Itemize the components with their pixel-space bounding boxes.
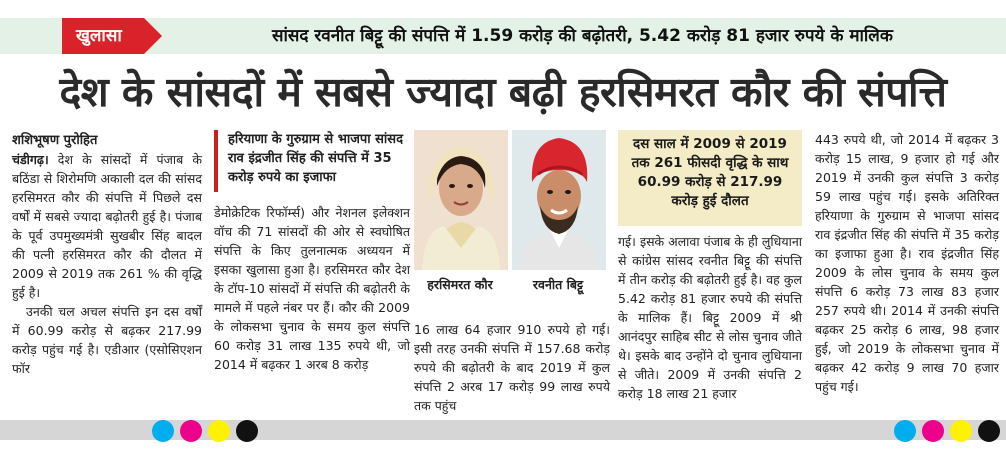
column-5: 443 रुपये थी, जो 2014 में बढ़कर 3 करोड़ 15 लाख, 9 हजार हो गई और 2019 में उनकी कुल संपत्ति 3 करोड़ 59 लाख पहुंच गई। इसके अतिरिक्त हरियाणा के गुरुग्राम से भाजपा सांसद राव इंद्रजीत सिंह की संपत्ति में 35 करोड़ का इजाफा हुआ है। राव इंद्रजीत सिंह 2009 के लोस चुनाव के समय कुल संपत्ति 6 करोड़ 73 लाख 83 हजार 257 रुपये थी। 2014 में उनकी संपत्ति बढ़कर 25 करोड़ 6 लाख, 98 हजार हुई, जो 2019 के लोकसभा चुनाव में बढ़कर 42 करोड़ 9 लाख 70 हजार पहुंच गई। — [815, 132, 999, 394]
magenta-registration-dot — [180, 420, 202, 442]
column-1 — [12, 150, 202, 378]
photo-caption-harsimrat: हरसिमरत कौर — [427, 277, 493, 292]
highlight-quote: हरियाणा के गुरुग्राम से भाजपा सांसद राव इंद्रजीत सिंह की संपत्ति में 35 करोड़ रुपये का इजाफा — [214, 130, 410, 192]
column-4: गई। इसके अलावा पंजाब के ही लुधियाना से कांग्रेस सांसद रवनीत बिट्टू की संपत्ति में तीन करोड़ की बढ़ोतरी हुई है। वह कुल 5.42 करोड़ 81 हजार रुपये की संपत्ति के मालिक हैं। बिट्टू 2009 में श्री आनंदपुर साहिब सीट से लोस चुनाव जीते थे। इसके बाद उन्होंने दो चुनाव लुधियाना से जीते। 2009 में उनकी संपत्ति 2 करोड़ 18 लाख 21 हजार — [618, 234, 802, 401]
registration-bar — [0, 420, 1006, 440]
yellow-registration-dot-right — [950, 420, 972, 442]
portrait-man-turban-icon — [512, 130, 606, 270]
black-registration-dot-right — [978, 420, 1000, 442]
column-3: 16 लाख 64 हजार 910 रुपये हो गई। इसी तरह उनकी संपत्ति में 157.68 करोड़ रुपये की बढ़ोतरी के बाद 2019 में कुल संपत्ति 2 अरब 17 करोड़ 99 लाख रुपये तक पहुंच — [414, 322, 610, 413]
black-registration-dot — [236, 420, 258, 442]
overline: सांसद रवनीत बिट्टू की संपत्ति में 1.59 करोड़ की बढ़ोतरी, 5.42 करोड़ 81 हजार रुपये के मालिक — [272, 26, 893, 46]
cyan-registration-dot-right — [894, 420, 916, 442]
dateline: चंडीगढ़। — [12, 152, 49, 167]
column-2: डेमोक्रेटिक रिफॉर्म्स) और नेशनल इलेक्शन वॉच की 71 सांसदों की ओर से स्वघोषित संपत्ति के किए तुलनात्मक अध्ययन में इसका खुलासा हुआ है। हरसिमरत कौर देश के टॉप-10 सांसदों में संपत्ति की बढ़ोतरी के मामले में पहले नंबर पर हैं। कौर की 2009 के लोकसभा चुनाव के समय कुल संपत्ति 60 करोड़ 31 लाख 135 रुपये थी, जो 2014 में बढ़कर 1 अरब 8 करोड़ — [214, 205, 410, 372]
cyan-registration-dot — [152, 420, 174, 442]
photo-caption-ravneet: रवनीत बिट्टू — [532, 277, 584, 292]
column-1-paragraph-2: उनकी चल अचल संपत्ति इन दस वर्षों में 60.99 करोड़ से बढ़कर 217.99 करोड़ पहुंच गई है। एडीआर (एसोसिएशन फॉर — [12, 304, 202, 376]
kicker-label: खुलासा — [62, 18, 144, 54]
yellow-registration-dot — [208, 420, 230, 442]
ravneet-bittu-photo — [512, 130, 606, 270]
harsimrat-kaur-photo — [414, 130, 508, 270]
portrait-woman-icon — [414, 130, 508, 270]
magenta-registration-dot-right — [922, 420, 944, 442]
boxout-highlight: दस साल में 2009 से 2019 तक 261 फीसदी वृद्धि के साथ 60.99 करोड़ से 217.99 करोड़ हुई दौलत — [618, 130, 802, 226]
byline: शशिभूषण पुरोहित — [12, 133, 98, 148]
headline: देश के सांसदों में सबसे ज्यादा बढ़ी हरसिमरत कौर की संपत्ति — [59, 68, 947, 116]
column-1-text: देश के सांसदों में पंजाब के बठिंडा से शिरोमणि अकाली दल की सांसद हरसिमरत कौर की संपत्ति में पिछले दस वर्षों में सबसे ज्यादा बढ़ोतरी हुई है। पंजाब के पूर्व उपमुख्यमंत्री सुखबीर सिंह बादल की पत्नी हरसिमरत कौर की दौलत में 2009 से 2019 तक 261 % की वृद्धि हुई है। — [12, 152, 202, 300]
